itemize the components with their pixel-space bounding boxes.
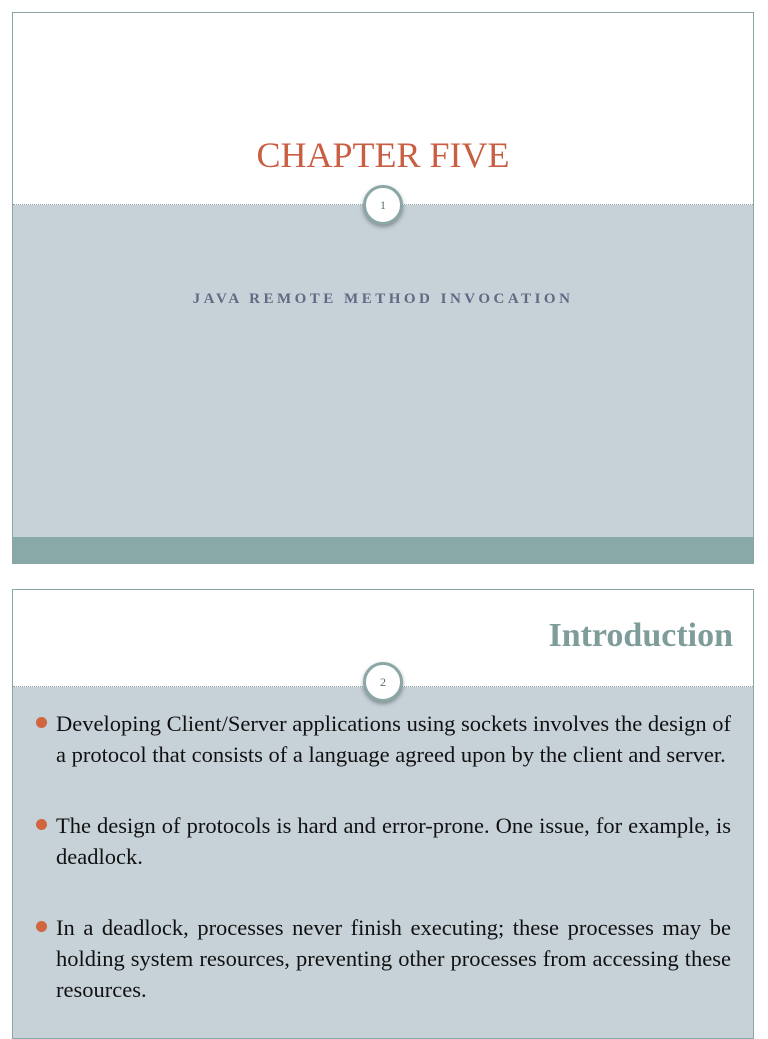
bullet-list: [35, 708, 731, 1039]
bullet-dot-icon: [36, 819, 47, 830]
slide-subtitle: JAVA REMOTE METHOD INVOCATION: [192, 291, 574, 307]
slide-1: [12, 12, 754, 564]
bullet-item: [35, 912, 731, 1005]
bullet-text: Developing Client/Server applications using sockets involves the design of a protocol that consists of a language agreed upon by the client and server.: [56, 711, 731, 767]
bullet-text: The design of protocols is hard and error-prone. One issue, for example, is deadlock.: [56, 813, 731, 869]
slide-footer-bar: [13, 537, 753, 563]
slide-2: [12, 589, 754, 1039]
slide-title: Introduction: [548, 617, 733, 654]
chapter-title: CHAPTER FIVE: [256, 135, 510, 175]
slide-number-badge: 1: [363, 185, 403, 225]
bullet-item: [35, 708, 731, 770]
slide-number-badge: 2: [363, 662, 403, 702]
bullet-text: In a deadlock, processes never finish executing; these processes may be holding system resources, preventing other processes from accessing these resources.: [56, 915, 731, 1002]
bullet-dot-icon: [36, 921, 47, 932]
bullet-dot-icon: [36, 717, 47, 728]
bullet-item: [35, 810, 731, 872]
